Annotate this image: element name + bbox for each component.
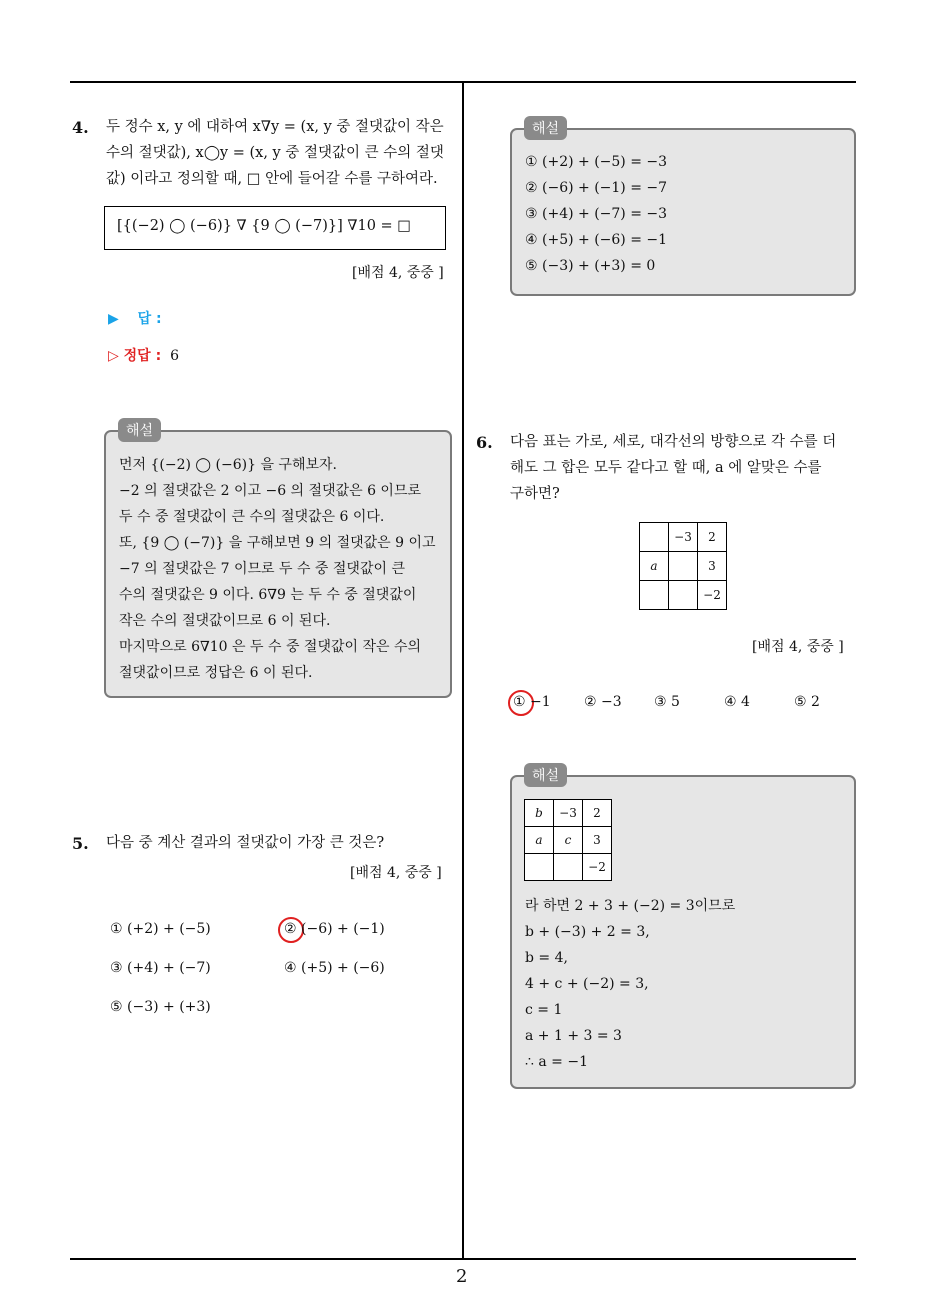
q5-solution-line: ① (+2) + (−5) = −3 — [525, 154, 668, 170]
q6-solution-line: b = 4, — [525, 950, 568, 966]
q6-solution-cell: a — [525, 827, 554, 854]
q4-answer-row — [108, 308, 162, 328]
q5-text: 다음 중 계산 결과의 절댓값이 가장 큰 것은? — [106, 835, 385, 851]
q6-cell — [640, 523, 669, 552]
q6-text-line: 해도 그 합은 모두 같다고 할 때, a 에 알맞은 수를 — [510, 460, 822, 476]
q4-solution-line: 먼저 {(−2) ◯ (−6)} 을 구해보자. — [119, 457, 337, 473]
q5-choice-4[interactable]: ④ (+5) + (−6) — [284, 960, 385, 976]
q6-choice-5[interactable]: ⑤ 2 — [794, 694, 820, 710]
q6-solution-cell: −3 — [554, 800, 583, 827]
q6-solution-cell: c — [554, 827, 583, 854]
q6-solution-cell: 3 — [583, 827, 612, 854]
q6-solution-square — [524, 799, 612, 881]
q4-solution-line: 또, {9 ◯ (−7)} 을 구해보면 9 의 절댓값은 9 이고 — [119, 535, 436, 551]
q6-solution-line: 4 + c + (−2) = 3, — [525, 976, 649, 992]
q6-solution-cell: b — [525, 800, 554, 827]
q5-solution-line: ② (−6) + (−1) = −7 — [525, 180, 668, 196]
q6-choice-2[interactable]: ② −3 — [584, 694, 622, 710]
q6-solution-line: b + (−3) + 2 = 3, — [525, 924, 650, 940]
bottom-rule — [70, 1258, 856, 1260]
q6-magic-square — [639, 522, 727, 610]
q4-solution-line: 두 수 중 절댓값이 큰 수의 절댓값은 6 이다. — [119, 509, 385, 525]
q4-score: [배점 4, 중중 ] — [352, 265, 444, 281]
q6-cell — [669, 552, 698, 581]
q4-solution-line: −2 의 절댓값은 2 이고 −6 의 절댓값은 6 이므로 — [119, 483, 422, 499]
q5-number: 5. — [72, 834, 89, 853]
q4-text-line: 두 정수 x, y 에 대하여 x∇y = (x, y 중 절댓값이 작은 — [106, 119, 444, 135]
q4-solution-line: 작은 수의 절댓값이므로 6 이 된다. — [119, 613, 331, 629]
q5-solution-tag: 해설 — [524, 116, 567, 140]
q5-choice-5[interactable]: ⑤ (−3) + (+3) — [110, 999, 211, 1015]
q4-correct-row — [108, 345, 179, 365]
q5-solution-line: ③ (+4) + (−7) = −3 — [525, 206, 668, 222]
correct-arrow-icon: ▷ — [108, 348, 119, 364]
q6-solution-line: ∴ a = −1 — [525, 1054, 588, 1070]
q6-solution-cell — [525, 854, 554, 881]
q5-score: [배점 4, 중중 ] — [350, 865, 442, 881]
q5-choice-2[interactable]: ② (−6) + (−1) — [284, 921, 385, 937]
q4-number: 4. — [72, 118, 89, 137]
q6-solution-box — [510, 775, 856, 1089]
q4-solution-line: 절댓값이므로 정답은 6 이 된다. — [119, 665, 313, 681]
q4-answer-label: 답 : — [137, 311, 162, 327]
q6-solution-line: a + 1 + 3 = 3 — [525, 1028, 622, 1044]
q4-expression: [{(−2) ◯ (−6)} ∇ {9 ◯ (−7)}] ∇10 = □ — [117, 218, 411, 234]
q4-correct-value: 6 — [170, 348, 179, 364]
q5-solution-line: ④ (+5) + (−6) = −1 — [525, 232, 668, 248]
q6-solution-cell: 2 — [583, 800, 612, 827]
q6-cell — [669, 581, 698, 610]
q4-text — [106, 114, 456, 192]
q6-solution-cell — [554, 854, 583, 881]
q5-solution-line: ⑤ (−3) + (+3) = 0 — [525, 258, 656, 274]
q4-correct-label: 정답 : — [123, 348, 162, 364]
q6-number: 6. — [476, 433, 493, 452]
q6-cell: 3 — [698, 552, 727, 581]
q6-cell: −3 — [669, 523, 698, 552]
q5-choice-1[interactable]: ① (+2) + (−5) — [110, 921, 211, 937]
q6-choice-3[interactable]: ③ 5 — [654, 694, 680, 710]
q5-choice-3[interactable]: ③ (+4) + (−7) — [110, 960, 211, 976]
column-divider — [462, 81, 464, 1259]
q6-cell: −2 — [698, 581, 727, 610]
q6-cell: 2 — [698, 523, 727, 552]
q6-solution-tag: 해설 — [524, 763, 567, 787]
q4-text-line: 값) 이라고 정의할 때, □ 안에 들어갈 수를 구하여라. — [106, 171, 438, 187]
q6-cell — [640, 581, 669, 610]
q4-solution-line: −7 의 절댓값은 7 이므로 두 수 중 절댓값이 큰 — [119, 561, 405, 577]
q4-solution-line: 수의 절댓값은 9 이다. 6∇9 는 두 수 중 절댓값이 — [119, 587, 417, 603]
q4-solution-box — [104, 430, 452, 698]
q6-solution-line: c = 1 — [525, 1002, 563, 1018]
q6-text-line: 구하면? — [510, 486, 560, 502]
page-number: 2 — [456, 1266, 468, 1287]
q6-text-line: 다음 표는 가로, 세로, 대각선의 방향으로 각 수를 더 — [510, 434, 837, 450]
q6-solution-lines — [525, 893, 735, 1075]
q4-solution-line: 마지막으로 6∇10 은 두 수 중 절댓값이 작은 수의 — [119, 639, 422, 655]
q6-choice-1[interactable]: ① −1 — [513, 694, 551, 710]
q4-solution-tag: 해설 — [118, 418, 161, 442]
q5-solution-box — [510, 128, 856, 296]
q6-cell: a — [640, 552, 669, 581]
q6-text — [510, 429, 860, 507]
q4-expression-box — [104, 206, 446, 250]
q4-text-line: 수의 절댓값), x◯y = (x, y 중 절댓값이 큰 수의 절댓 — [106, 145, 444, 161]
q6-score: [배점 4, 중중 ] — [752, 639, 844, 655]
answer-arrow-icon: ▶ — [108, 311, 119, 327]
q6-choice-4[interactable]: ④ 4 — [724, 694, 750, 710]
q6-solution-cell: −2 — [583, 854, 612, 881]
q6-solution-line: 라 하면 2 + 3 + (−2) = 3이므로 — [525, 898, 736, 914]
